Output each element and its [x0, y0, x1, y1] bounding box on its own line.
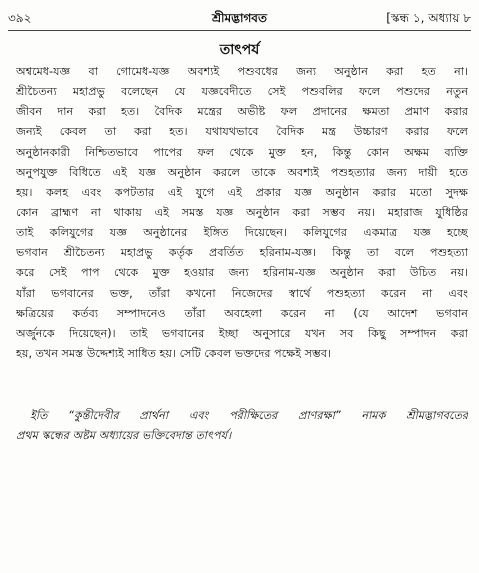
section-heading: তাৎপর্য: [219, 42, 260, 58]
colophon-line: ইতি “কুন্তীদেবীর প্রার্থনা এবং পরীক্ষিতের প্রাণরক্ষা” নামক শ্রীমদ্ভাগবতের: [30, 409, 468, 422]
body-line: করে সেই পাপ থেকে মুক্ত হওয়ার জন্য হরিনাম-যজ্ঞ অনুষ্ঠান করা উচিত নয়।: [16, 266, 468, 280]
header-rule: [8, 30, 471, 31]
body-line: তাই কলিযুগের যজ্ঞ অনুষ্ঠানের ইঙ্গিত দিয়েছেন। কলিযুগের একমাত্র যজ্ঞ হচ্ছে: [16, 226, 468, 240]
body-line: শ্রীচৈতন্য মহাপ্রভু বলেছেন যে যজ্ঞবেদীতে সেই পশুবলির ফলে পশুদের নতুন: [16, 85, 468, 99]
purport-body: [16, 62, 468, 364]
chapter-reference: [স্কন্ধ ১, অধ্যায় ৮: [386, 11, 471, 25]
chapter-colophon: [16, 406, 468, 446]
page-number: ৩৯২: [8, 11, 32, 25]
body-line: কোন ব্রাহ্মণ না থাকায় এই সমস্ত যজ্ঞ অনুষ্ঠান করা সম্ভব নয়। মহারাজ যুধিষ্ঠির: [16, 205, 468, 219]
body-line: অশ্বমেধ-যজ্ঞ বা গোমেধ-যজ্ঞ অবশ্যই পশুবধের জন্য অনুষ্ঠান করা হত না।: [16, 65, 468, 78]
book-title: শ্রীমদ্ভাগবত: [211, 11, 267, 25]
body-line: অনুপযুক্ত বিধিতে এই যজ্ঞ অনুষ্ঠান করলে তাকে অবশ্যই পশুহত্যার জন্য দায়ী হতে: [16, 165, 468, 179]
body-line: ক্ষত্রিয়ের কর্তব্য সম্পাদনেও তাঁরা অবহেলা করেন না (যে আদেশ ভগবান: [16, 306, 468, 320]
body-line: জীবন দান করা হত। বৈদিক মন্ত্রের অভীষ্ট ফল প্রদানের ক্ষমতা প্রমাণ করার: [16, 105, 468, 119]
body-line: অনুষ্ঠানকারী নিশ্চিতভাবে পাপের ফল থেকে মুক্ত হন, কিন্তু কোন অক্ষম ব্যক্তি: [16, 145, 468, 159]
body-line: অর্জুনকে দিয়েছেন)। তাই ভগবানের ইচ্ছা অনুসারে যখন সব কিছু সম্পাদন করা: [16, 326, 468, 340]
body-line: হয়, তখন সমস্ত উদ্দেশ্যই সাধিত হয়। সেটি কেবল ভক্তদের পক্ষেই সম্ভব।: [16, 346, 332, 360]
body-line: জন্যই কেবল তা করা হত। যথাযথভাবে বৈদিক মন্ত্র উচ্চারণ করার ফলে: [16, 125, 468, 139]
body-line: যাঁরা ভগবানের ভক্ত, তাঁরা কখনো নিজেদের স্বার্থে পশুহত্যা করেন না এবং: [16, 286, 468, 300]
body-line: হয়। কলহ এবং কপটতার এই যুগে এই প্রকার যজ্ঞ অনুষ্ঠান করার মতো সুদক্ষ: [16, 185, 468, 199]
body-line: ভগবান শ্রীচৈতন্য মহাপ্রভু কর্তৃক প্রবর্তিত হরিনাম-যজ্ঞ। কিন্তু তা বলে পশুহত্যা: [16, 246, 468, 260]
running-head: [8, 8, 471, 28]
colophon-line: প্রথম স্কন্ধের অষ্টম অধ্যায়ের ভক্তিবেদান্ত তাৎপর্য।: [16, 429, 232, 443]
